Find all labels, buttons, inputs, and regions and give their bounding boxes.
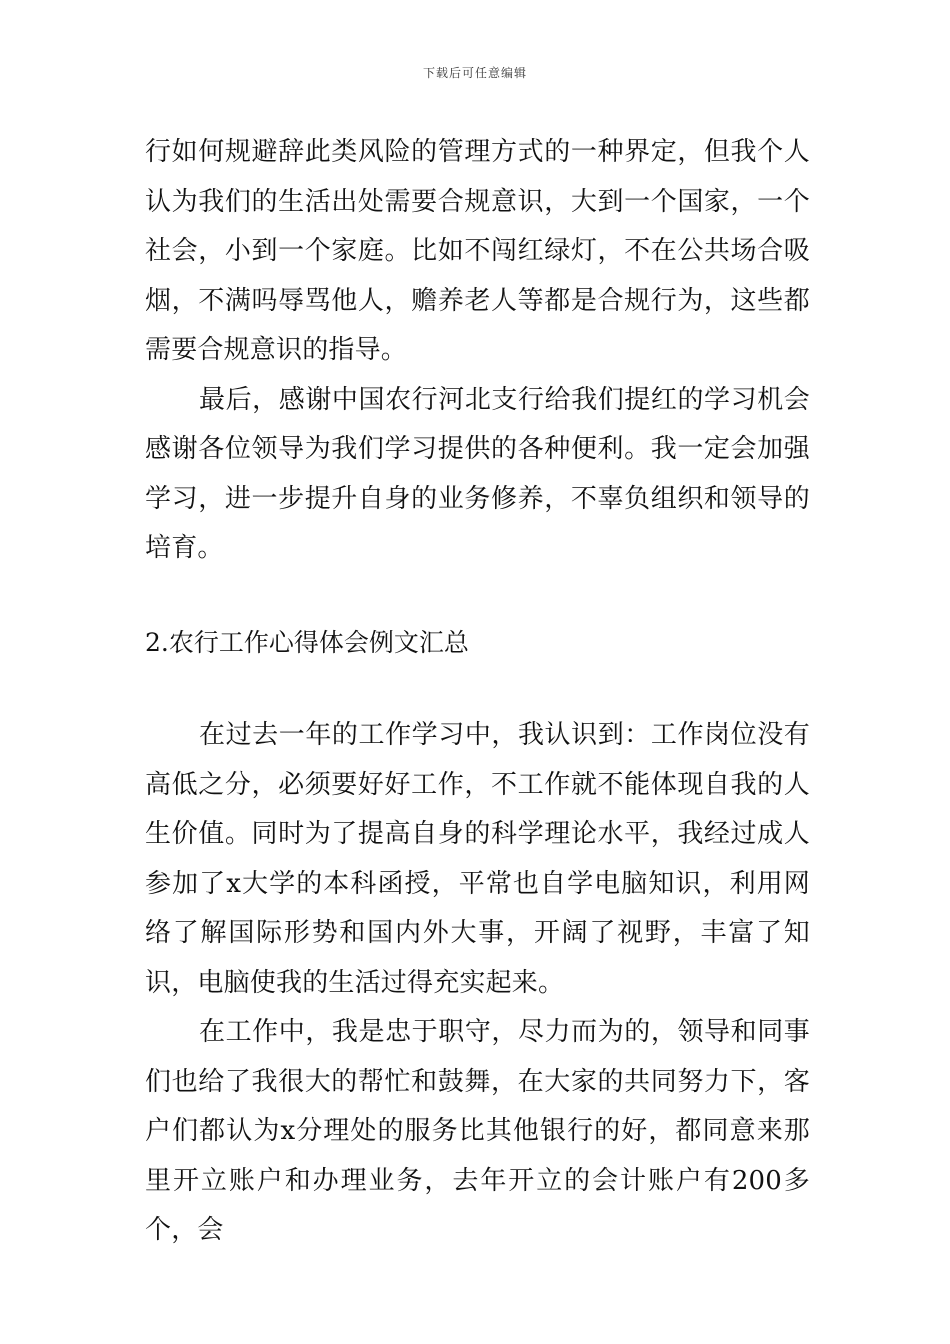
paragraph-thanks: 最后，感谢中国农行河北支行给我们提红的学习机会感谢各位领导为我们学习提供的各种便利。我一定会加强学习，进一步提升自身的业务修养，不辜负组织和领导的培育。 [145, 384, 810, 563]
section-heading: 2.农行工作心得体会例文汇总 [145, 627, 469, 657]
paragraph-work: 在工作中，我是忠于职守，尽力而为的，领导和同事们也给了我很大的帮忙和鼓舞，在大家的共同努力下，客户们都认为x分理处的服务比其他银行的好，都同意来那里开立账户和办理业务，去年开立的会计账户有200多个，会 [145, 1017, 810, 1245]
paragraph-compliance: 行如何规避辞此类风险的管理方式的一种界定，但我个人认为我们的生活出处需要合规意识，大到一个国家，一个社会，小到一个家庭。比如不闯红绿灯，不在公共场合吸烟，不满吗辱骂他人，赡养老人等都是合规行为，这些都需要合规意识的指导。 [145, 137, 810, 365]
document-body [145, 128, 810, 1256]
page-header: 下载后可任意编辑 [422, 66, 527, 80]
paragraph-study: 在过去一年的工作学习中，我认识到：工作岗位没有高低之分，必须要好好工作，不工作就不能体现自我的人生价值。同时为了提高自身的科学理论水平，我经过成人参加了x大学的本科函授，平常也自学电脑知识，利用网络了解国际形势和国内外大事，开阔了视野，丰富了知识，电脑使我的生活过得充实起来。 [145, 720, 810, 998]
